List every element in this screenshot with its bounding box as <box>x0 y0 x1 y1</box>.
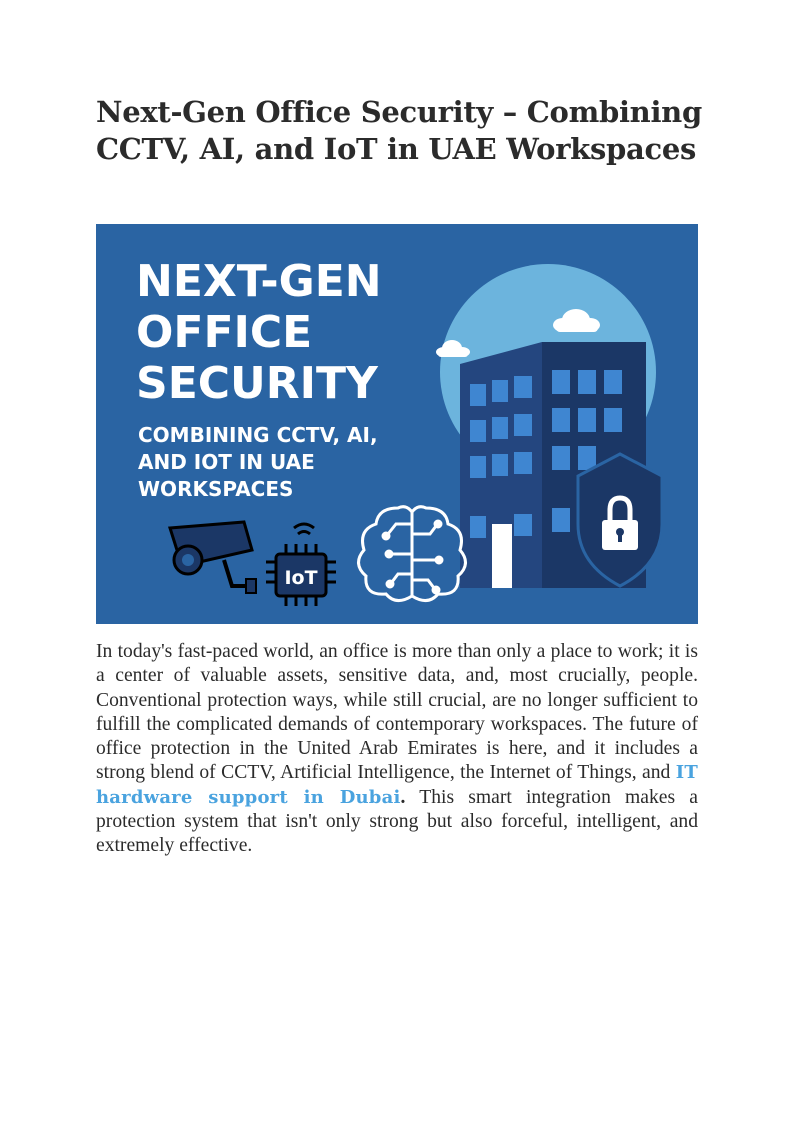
hero-subline-line-1: COMBINING CCTV, AI, <box>138 423 378 447</box>
paragraph-text-start: In today's fast-paced world, an office is more than only a place to work; it is a center of valuable assets, sensitive data, and, most crucially, people. Conventional protection ways, while still crucial, are no longer sufficient to fulfill the complicated demands of contemporary workspaces. The future of office protection in the United Arab Emirates is here, and it includes a strong blend of CCTV, Artificial Intelligence, the Internet of Things, and <box>96 641 698 784</box>
hero-subline-line-2: AND IOT IN UAE <box>138 450 315 474</box>
iot-chip-label: IoT <box>284 567 318 589</box>
paragraph-period: . <box>400 786 406 808</box>
hero-subline-line-3: WORKSPACES <box>138 477 294 501</box>
article-paragraph <box>96 640 698 859</box>
hero-headline-line-3: SECURITY <box>136 358 378 409</box>
article-title: Next-Gen Office Security – Combining CCTV, AI, and IoT in UAE Workspaces <box>96 95 702 166</box>
hero-headline-line-2: OFFICE <box>136 307 313 358</box>
it-hardware-support-link[interactable]: IT hardware support in Dubai <box>96 762 698 808</box>
paragraph-text-end: This smart integration makes a protection system that isn't only strong but also forceful, intelligent, and extremely effective. <box>96 786 698 857</box>
hero-image <box>96 224 698 624</box>
hero-headline-line-1: NEXT-GEN <box>136 256 382 307</box>
